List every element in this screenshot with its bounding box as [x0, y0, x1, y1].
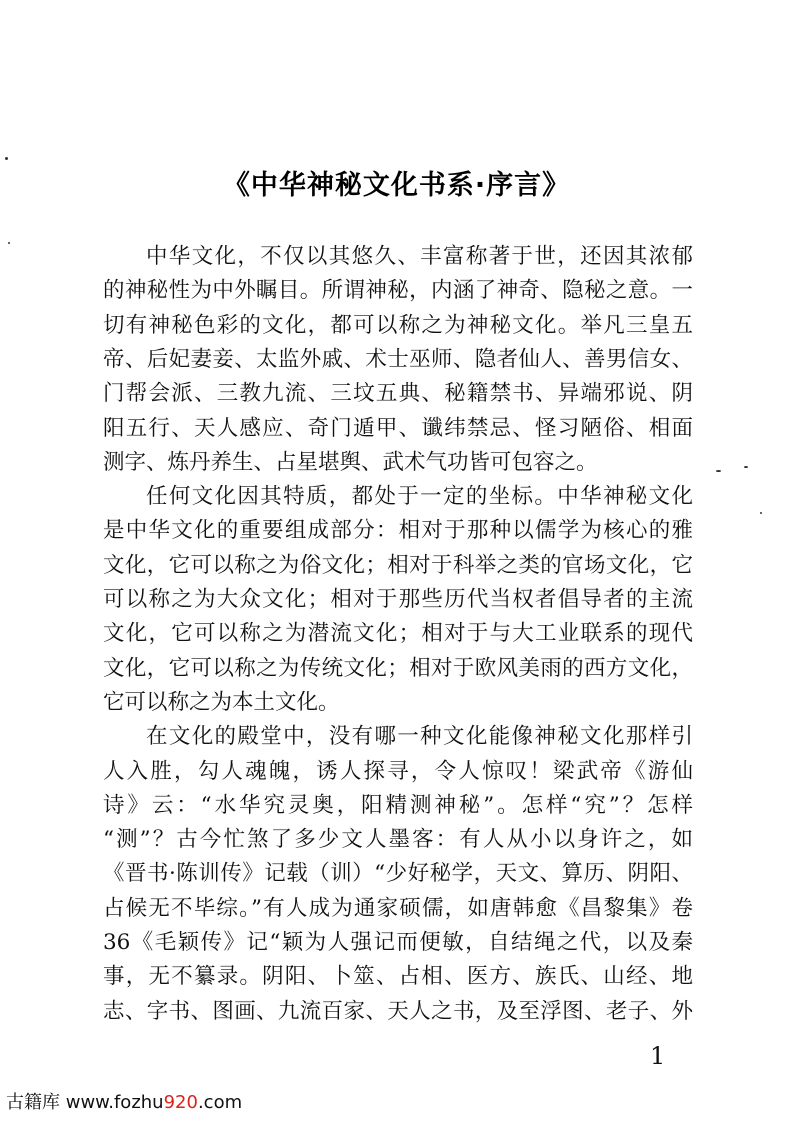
- text-line: 可以称之为大众文化；相对于那些历代当权者倡导者的主流: [103, 587, 693, 612]
- text-line: 中华文化，不仅以其悠久、丰富称著于世，还因其浓郁: [146, 244, 693, 269]
- scan-speck: [5, 157, 8, 160]
- watermark-site-accent: 920: [163, 1092, 198, 1113]
- text-line: “测”？古今忙煞了多少文人墨客：有人从小以身许之，如: [103, 827, 693, 853]
- scan-speck: [744, 466, 748, 468]
- text-line: 文化，它可以称之为传统文化；相对于欧风美雨的西方文化，: [103, 655, 693, 681]
- page-number: 1: [650, 1042, 666, 1070]
- site-watermark[interactable]: [6, 1088, 242, 1114]
- scan-speck: [760, 512, 762, 514]
- text-line: 它可以称之为本土文化。: [103, 689, 340, 715]
- text-line: 占候无不毕综。”有人成为通家硕儒，如唐韩愈《昌黎集》卷: [103, 895, 693, 921]
- watermark-label: 古籍库: [6, 1092, 60, 1113]
- text-line: 诗》云：“水华究灵奥，阳精测神秘”。怎样“究”？怎样: [103, 792, 693, 818]
- text-line: 志、字书、图画、九流百家、天人之书，及至浮图、老子、外: [103, 998, 693, 1024]
- text-line: 帝、后妃妻妾、太监外戚、术士巫师、隐者仙人、善男信女、: [103, 346, 693, 372]
- text-line: 阳五行、天人感应、奇门遁甲、谶纬禁忌、怪习陋俗、相面: [103, 415, 693, 441]
- scan-speck: [8, 242, 10, 244]
- text-line: 在文化的殿堂中，没有哪一种文化能像神秘文化那样引: [146, 724, 693, 750]
- text-line: 的神秘性为中外瞩目。所谓神秘，内涵了神奇、隐秘之意。一: [103, 278, 693, 304]
- text-line: 《晋书·陈训传》记载（训）“少好秘学，天文、算历、阴阳、: [103, 861, 693, 887]
- watermark-site-suffix: .com: [197, 1092, 243, 1113]
- text-line: 测字、炼丹养生、占星堪舆、武术气功皆可包容之。: [103, 449, 598, 475]
- watermark-site-prefix: www.fozhu: [65, 1092, 164, 1113]
- text-line: 36《毛颖传》记“颖为人强记而便敏，自结绳之代，以及秦: [103, 930, 693, 955]
- text-line: 是中华文化的重要组成部分：相对于那种以儒学为核心的雅: [103, 518, 693, 544]
- text-line: 事，无不纂录。阴阳、卜筮、占相、医方、族氏、山经、地: [103, 964, 693, 990]
- text-line: 任何文化因其特质，都处于一定的坐标。中华神秘文化: [146, 484, 693, 510]
- text-line: 切有神秘色彩的文化，都可以称之为神秘文化。举凡三皇五: [103, 312, 693, 338]
- page-title: 《中华神秘文化书系·序言》: [222, 170, 571, 201]
- scan-speck: [716, 470, 721, 472]
- text-line: 门帮会派、三教九流、三坟五典、秘籍禁书、异端邪说、阴: [103, 381, 693, 407]
- text-line: 文化，它可以称之为潜流文化；相对于与大工业联系的现代: [103, 621, 693, 647]
- text-line: 人入胜，勾人魂魄，诱人探寻，令人惊叹！梁武帝《游仙: [103, 758, 693, 784]
- text-line: 文化，它可以称之为俗文化；相对于科举之类的官场文化，它: [103, 552, 693, 578]
